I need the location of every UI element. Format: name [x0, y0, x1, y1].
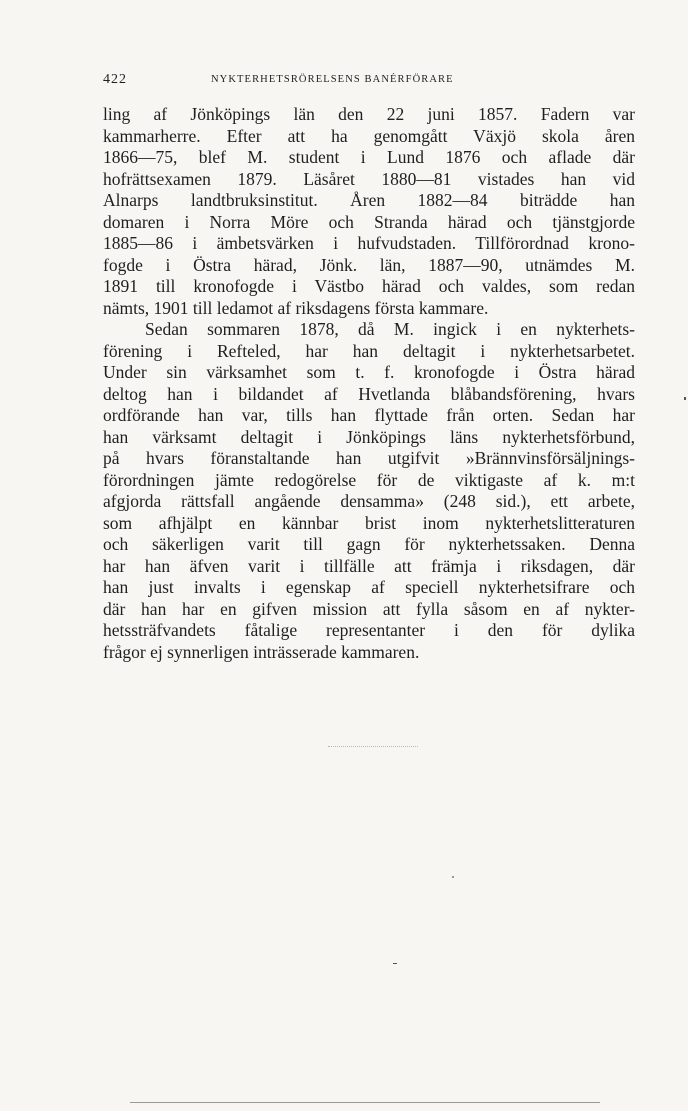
scan-speck [684, 397, 686, 400]
scan-edge-line [130, 1102, 600, 1103]
body-text [103, 104, 635, 663]
text-line: hetssträfvandets fåtalige representanter i den för dylika [103, 620, 635, 640]
text-line: nämts, 1901 till ledamot af riksdagens första kammare. [103, 297, 489, 318]
paragraph-start-line: Sedan sommaren 1878, då M. ingick i en nykterhets- [145, 319, 635, 339]
text-line: har han äfven varit i tillfälle att främja i riksdagen, där [103, 555, 635, 576]
text-line: han just invalts i egenskap af speciell nykterhetsifrare och [103, 577, 635, 597]
text-line: förening i Refteled, har han deltagit i nykterhetsarbetet. [103, 340, 635, 361]
text-line: kammarherre. Efter att ha genomgått Växjö skola åren [103, 125, 635, 146]
text-line: deltog han i bildandet af Hvetlanda blåbandsförening, hvars [103, 383, 635, 404]
text-line: som afhjälpt en kännbar brist inom nykterhetslitteraturen [103, 512, 635, 533]
text-line: där han har en gifven mission att fylla såsom en af nykter- [103, 598, 635, 619]
page-number: 422 [103, 72, 127, 87]
text-line: hofrättsexamen 1879. Läsåret 1880—81 vistades han vid [103, 168, 635, 189]
text-line: Under sin värksamhet som t. f. kronofogde i Östra härad [103, 362, 635, 382]
text-line: frågor ej synnerligen inträsserade kammaren. [103, 641, 420, 662]
text-line: ling af Jönköpings län den 22 juni 1857. Fadern var [103, 104, 635, 124]
text-line: 1891 till kronofogde i Västbo härad och valdes, som redan [103, 276, 635, 296]
section-rule [328, 746, 418, 747]
running-head [103, 72, 635, 92]
text-line: 1885—86 i ämbetsvärken i hufvudstaden. Tillförordnad krono- [103, 233, 635, 253]
text-line: förordningen jämte redogörelse för de viktigaste af k. m:t [103, 469, 635, 490]
running-title: NYKTERHETSRÖRELSENS BANÉRFÖRARE [211, 74, 454, 85]
text-line: Alnarps landtbruksinstitut. Åren 1882—84 biträdde han [103, 190, 635, 210]
scan-speck [452, 876, 454, 878]
text-line: han värksamt deltagit i Jönköpings läns nykterhetsförbund, [103, 426, 635, 447]
text-line: ordförande han var, tills han flyttade från orten. Sedan har [103, 405, 635, 425]
text-line: afgjorda rättsfall angående densamma» (248 sid.), ett arbete, [103, 491, 635, 511]
text-line: 1866—75, blef M. student i Lund 1876 och aflade där [103, 147, 635, 167]
text-line: på hvars föranstaltande han utgifvit »Brännvinsförsäljnings- [103, 448, 635, 468]
text-line: fogde i Östra härad, Jönk. län, 1887—90, utnämdes M. [103, 254, 635, 275]
text-line: och säkerligen varit till gagn för nykterhetssaken. Denna [103, 534, 635, 554]
text-line: domaren i Norra Möre och Stranda härad och tjänstgjorde [103, 211, 635, 232]
scan-speck [393, 963, 397, 964]
